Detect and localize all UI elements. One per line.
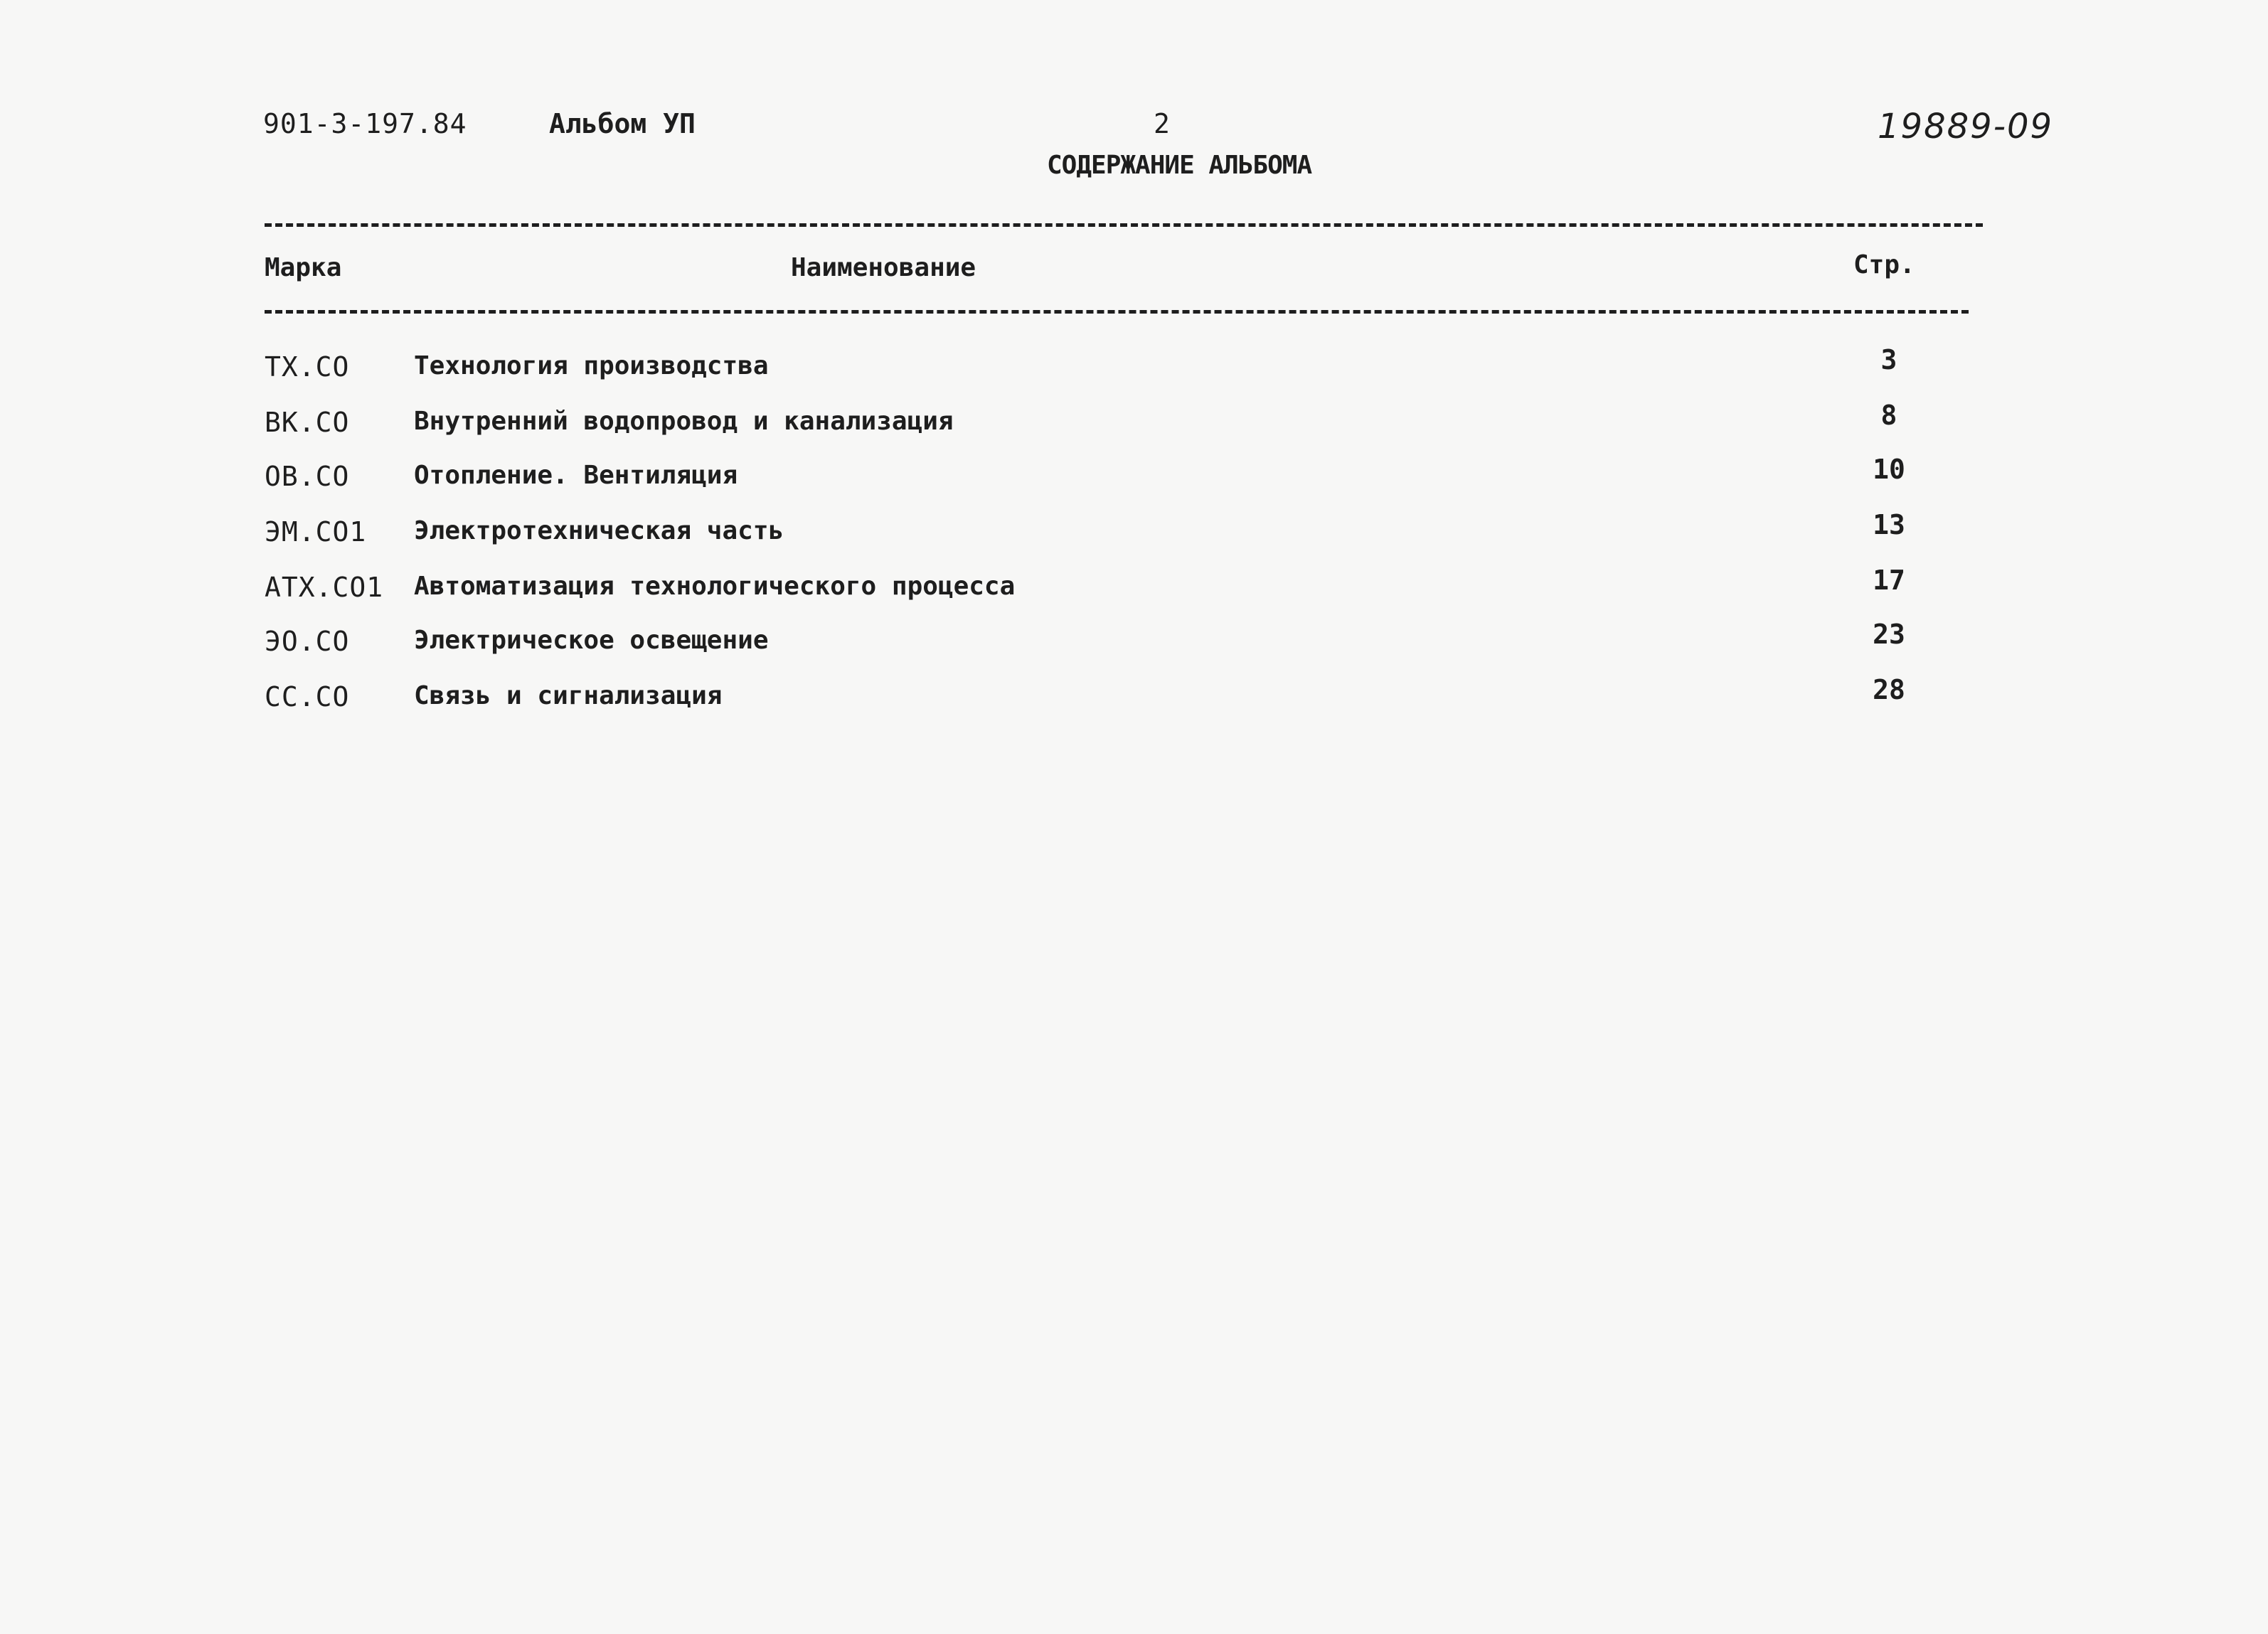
column-header-name: Наименование: [791, 253, 976, 282]
row-name: Технология производства: [414, 351, 769, 380]
row-page: 17: [1873, 565, 1905, 596]
page-title: СОДЕРЖАНИЕ АЛЬБОМА: [1047, 151, 1312, 180]
row-name: Связь и сигнализация: [414, 681, 723, 710]
row-code: СС.СО: [265, 681, 350, 712]
table-row: [0, 619, 2268, 668]
album-label: Альбом УП: [549, 108, 696, 139]
row-name: Электротехническая часть: [414, 516, 784, 545]
row-page: 28: [1873, 674, 1905, 705]
row-page: 10: [1873, 454, 1905, 485]
row-code: ЭО.СО: [265, 626, 350, 657]
row-name: Отопление. Вентиляция: [414, 461, 738, 490]
column-header-mark: Марка: [265, 253, 342, 282]
table-row: [0, 344, 2268, 394]
row-page: 13: [1873, 509, 1905, 540]
row-code: ОВ.СО: [265, 461, 350, 492]
table-header-top-rule: [265, 223, 1983, 227]
table-row: [0, 454, 2268, 503]
table-row: [0, 400, 2268, 449]
row-page: 23: [1873, 619, 1905, 650]
archive-number: 19889-09: [1878, 107, 2054, 146]
table-header-bottom-rule: [265, 310, 1969, 314]
row-code: ЭМ.СО1: [265, 516, 367, 548]
row-code: АТХ.СО1: [265, 572, 384, 603]
row-code: ТХ.СО: [265, 351, 350, 383]
column-header-page: Стр.: [1853, 250, 1915, 279]
row-page: 3: [1880, 344, 1897, 375]
page-number: 2: [1154, 108, 1170, 139]
table-row: [0, 509, 2268, 559]
row-name: Автоматизация технологического процесса: [414, 572, 1016, 601]
row-name: Внутренний водопровод и канализация: [414, 407, 954, 436]
document-code: 901-3-197.84: [263, 108, 467, 139]
row-name: Электрическое освещение: [414, 626, 769, 655]
row-page: 8: [1880, 400, 1897, 431]
table-row: [0, 674, 2268, 724]
table-row: [0, 565, 2268, 614]
row-code: ВК.СО: [265, 407, 350, 438]
